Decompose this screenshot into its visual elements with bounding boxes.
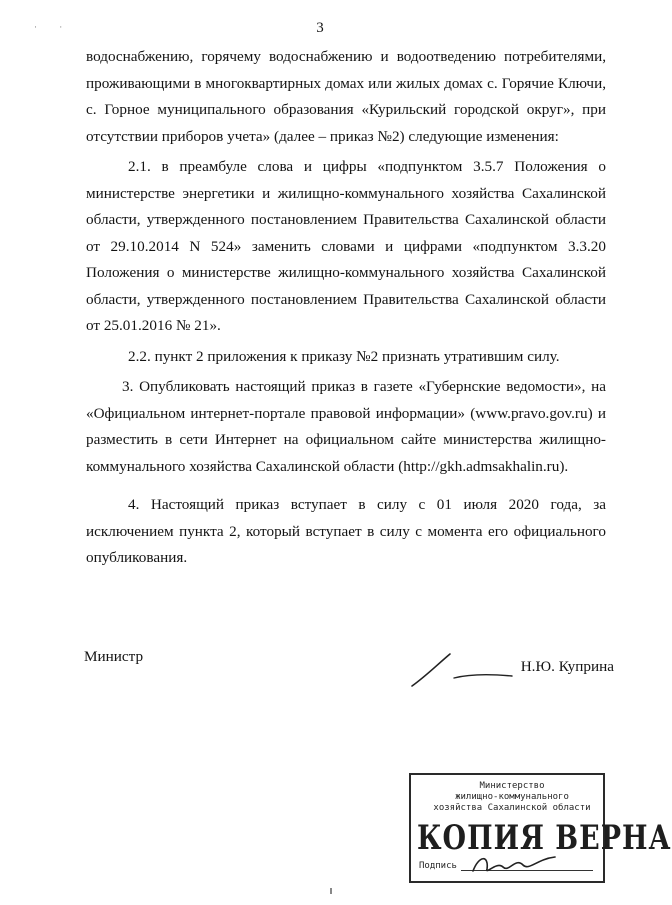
document-body xyxy=(86,44,606,572)
stamp-org-line: Министерство xyxy=(479,781,545,791)
stamp-org-line: хозяйства Сахалинской области xyxy=(433,803,591,813)
signature-block xyxy=(84,648,614,698)
signatory-name: Н.Ю. Куприна xyxy=(520,658,614,675)
handwritten-signature xyxy=(408,650,528,690)
scan-specks: · · xyxy=(34,22,73,32)
signatory-title: Министр xyxy=(84,648,144,665)
certified-copy-stamp xyxy=(409,773,672,883)
stamp-org-line: жилищно-коммунального xyxy=(455,792,569,802)
page-number: 3 xyxy=(316,20,324,36)
paragraph-4: 4. Настоящий приказ вступает в силу с 01 июля 2020 года, за исключением пункта 2, который вступает в силу с момента его официального опубликования. xyxy=(86,496,606,566)
stamp-sign-label: Подпись xyxy=(419,861,457,871)
paragraph-2-1: 2.1. в преамбуле слова и цифры «подпунктом 3.5.7 Положения о министерстве энергетики и жилищно-коммунального хозяйства Сахалинской области, утвержденного постановлением Правительства Сахалинской области от 29.10.2014 N 524» заменить словами и цифрами «подпунктом 3.3.20 Положения о министерстве жилищно-коммунального хозяйства Сахалинской области, утвержденного постановлением Правительства Сахалинской области от 25.01.2016 № 21». xyxy=(86,158,606,334)
paragraph-3: 3. Опубликовать настоящий приказ в газете «Губернские ведомости», на «Официальном интернет-портале правовой информации» (www.pravo.gov.ru) и разместить в сети Интернет на официальном сайте министерства жилищно-коммунального хозяйства Сахалинской области (http://gkh.admsakhalin.ru). xyxy=(86,378,606,475)
paragraph-continuation: водоснабжению, горячему водоснабжению и водоотведению потребителями, проживающими в многоквартирных домах или жилых домах с. Горячие Ключи, с. Горное муниципального образования «Курильский городской округ», при отсутствии приборов учета» (далее – приказ №2) следующие изменения: xyxy=(86,48,606,145)
stamp-signature xyxy=(469,851,559,877)
paragraph-2-2: 2.2. пункт 2 приложения к приказу №2 признать утратившим силу. xyxy=(128,347,560,365)
stamp-main-text: КОПИЯ ВЕРНА xyxy=(417,819,672,858)
scan-speck xyxy=(330,888,332,894)
stamp-organization xyxy=(421,781,603,814)
